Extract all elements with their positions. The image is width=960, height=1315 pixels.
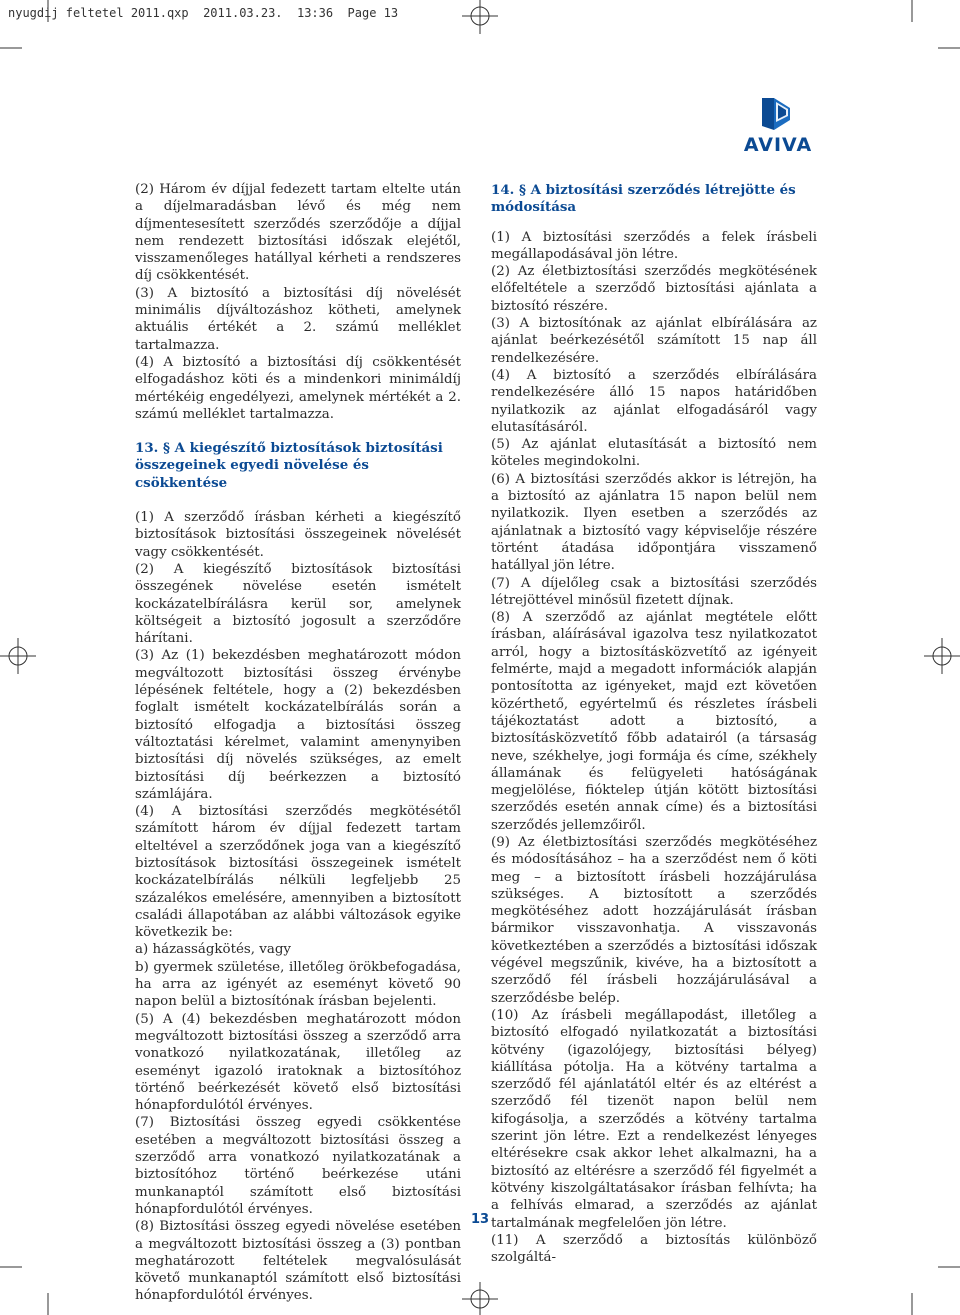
paragraph: (5) A (4) bekezdésben meghatározott módon megváltozott biztosítási összeg a szerződő arra vonatkozó nyilatkozatának, illetőleg az eseményt igazoló iratoknak a biztosítóhoz történő beérkezését követő első biztosítási hónapfordulótól érvényes. [135,1011,461,1114]
right-column [491,182,817,1266]
paragraph: (4) A biztosítási szerződés megkötésétől számított három év díjjal fedezett tartam elteltével a szerződőnek joga van a kiegészítő biztosítások biztosítási összegeinek ismételt kockázatelbírálás nélküli legfeljebb 25 százalékos emelésére, amennyiben a biztosított családi állapotában az alábbi változások egyike következik be: [135,804,461,941]
section-heading-14: 14. § A biztosítási szerződés létrejötte és módosítása [491,182,796,216]
paragraph: (8) A szerződő az ajánlat megtétele előtt írásban, aláírásával igazolva tesz nyilatkozatot arról, hogy a biztosításközvetítő az igényeit felmérte, majd a megadott információk alapján pontosította az igényeket, majd ezt követően közérthető, egyértelmű és részletes írásbeli tájékoztatást adott a biztosító, a biztosításközvetítő főbb adatairól (a társaság neve, székhelye, jogi formája és címe, székhely államának és felügyeleti hatóságának megjelölése, fióktelep útján kötött biztosítási szerződés esetén annak címe) és a biztosítási szerződés jellemzőiről. [491,610,817,833]
list-item: b) gyermek születése, illetőleg örökbefogadása, ha arra az igényét az eseményt követő 90 napon belül a biztosítónak írásban bejelenti. [135,959,461,1010]
paragraph: (7) A díjelőleg csak a biztosítási szerződés létrejöttével minősül fizetett díjnak. [491,575,817,608]
left-column [135,181,461,1305]
paragraph: (3) Az (1) bekezdésben meghatározott módon megváltozott biztosítási összeg érvénybe lépésének feltétele, hogy a (2) bekezdésben foglalt ismételt kockázatelbírálás során a biztosító elfogadja a biztosítási összeg változtatási kérelmet, valamint amenynyiben biztosítási díj növelés szükséges, az emelt biztosítási díj beérkezzen a biztosító számlájára. [135,648,461,802]
paragraph: (3) A biztosítónak az ajánlat elbírálására az ajánlat beérkezésétől számított 15 nap áll rendelkezésére. [491,316,817,366]
aviva-logo-mark [740,96,816,136]
paragraph: (3) A biztosító a biztosítási díj növelését minimális díjváltozáshoz kötheti, amelynek aktuális értékét a 2. számú melléklet tartalmazza. [135,285,461,353]
paragraph: (8) Biztosítási összeg egyedi növelése esetében a megváltozott biztosítási összeg a (3) pontban meghatározott feltételek megvalósulását követő munkanaptól számított első biztosítási hónapfordulótól érvényes. [135,1219,461,1304]
paragraph: (5) Az ajánlat elutasítását a biztosító nem köteles megindokolni. [491,437,817,470]
paragraph: (2) A kiegészítő biztosítások biztosítási összegének növelése esetén ismételt kockázatelbírálásra kerül sor, amelynek költségeit a biztosító jogosult a szerződőre hárítani. [135,561,461,647]
paragraph: (4) A biztosító a biztosítási díj csökkentését elfogadáshoz köti és a mindenkori minimáldíj mértékéig engedélyezi, amelynek mértékét a 2. számú melléklet tartalmazza. [135,354,461,422]
list-item: a) házasságkötés, vagy [135,942,291,958]
paragraph: (6) A biztosítási szerződés akkor is létrejön, ha a biztosító az ajánlatra 15 napon belül nem nyilatkozik. Ilyen esetben a szerződés az ajánlatnak a biztosító vagy képviselője részére történt átadása időpontjára visszamenő hatállyal jön létre. [491,471,817,574]
paragraph: (2) Három év díjjal fedezett tartam eltelte után a díjelmaradásban lévő és még nem díjmentesesített szerződés szerződője a díjjal nem rendezett biztosítási időszak elejétől, visszamenőleges hatállyal kérheti a rendszeres díj csökkentését. [135,182,461,284]
paragraph: (9) Az életbiztosítási szerződés megkötéséhez és módosításához – ha a szerződést nem ő köti meg – a biztosított írásbeli hozzájárulása szükséges. A biztosított a szerződés megkötéséhez adott hozzájárulását írásban bármikor visszavonhatja. A visszavonás következtében a szerződés a biztosítási időszak végével megszűnik, kivéve, ha a biztosított a szerződő fél írásbeli hozzájárulásával a szerződésbe belép. [491,834,817,1006]
print-slug: nyugdij feltetel 2011.qxp 2011.03.23. 13:36 Page 13 [8,6,399,20]
paragraph: (11) A szerződő a biztosítás különböző szolgáltá- [491,1232,817,1266]
paragraph: (1) A szerződő írásban kérheti a kiegészítő biztosítások biztosítási összegeinek növelését vagy csökkentését. [135,510,461,560]
aviva-logo [740,96,816,154]
paragraph: (7) Biztosítási összeg egyedi csökkentése esetében a megváltozott biztosítási összeg a szerződő arra vonatkozó nyilatkozatának a biztosítóhoz történő beérkezése utáni munkanaptól számított első biztosítási hónapfordulótól érvényes. [135,1115,461,1217]
paragraph: (2) Az életbiztosítási szerződés megkötésének előfeltétele a szerződő biztosítási ajánlata a biztosító részére. [491,264,817,314]
page-number: 13 [470,1212,490,1227]
paragraph: (10) Az írásbeli megállapodást, illetőleg a biztosító elfogadó nyilatkozatát a biztosítási kötvény (igazolójegy, biztosítási bélyeg) kiállítása pótolja. Ha a kötvény tartalma a szerződő fél ajánlatától eltér és az eltérést a szerződő fél tizenöt napon belül nem kifogásolja, a szerződés a kötvény tartalma szerint jön létre. Ezt a rendelkezést lényeges eltérésekre csak akkor lehet alkalmazni, ha a biztosító az eltérésre a szerződő fél figyelmét a kötvény kiszolgáltatásakor írásban felhívta; ha a felhívás elmarad, a szerződés az ajánlat tartalmának megfelelően jön létre. [491,1007,817,1231]
paragraph: (1) A biztosítási szerződés a felek írásbeli megállapodásával jön létre. [491,229,817,262]
aviva-logo-text: AVIVA [743,134,813,156]
paragraph: (4) A biztosító a szerződés elbírálására rendelkezésére álló 15 napos határidőben nyilatkozik az ajánlat elfogadásáról vagy elutasításáról. [491,367,817,435]
section-heading-13: 13. § A kiegészítő biztosítások biztosítási összegeinek egyedi növelése és csökkentése [135,440,443,491]
